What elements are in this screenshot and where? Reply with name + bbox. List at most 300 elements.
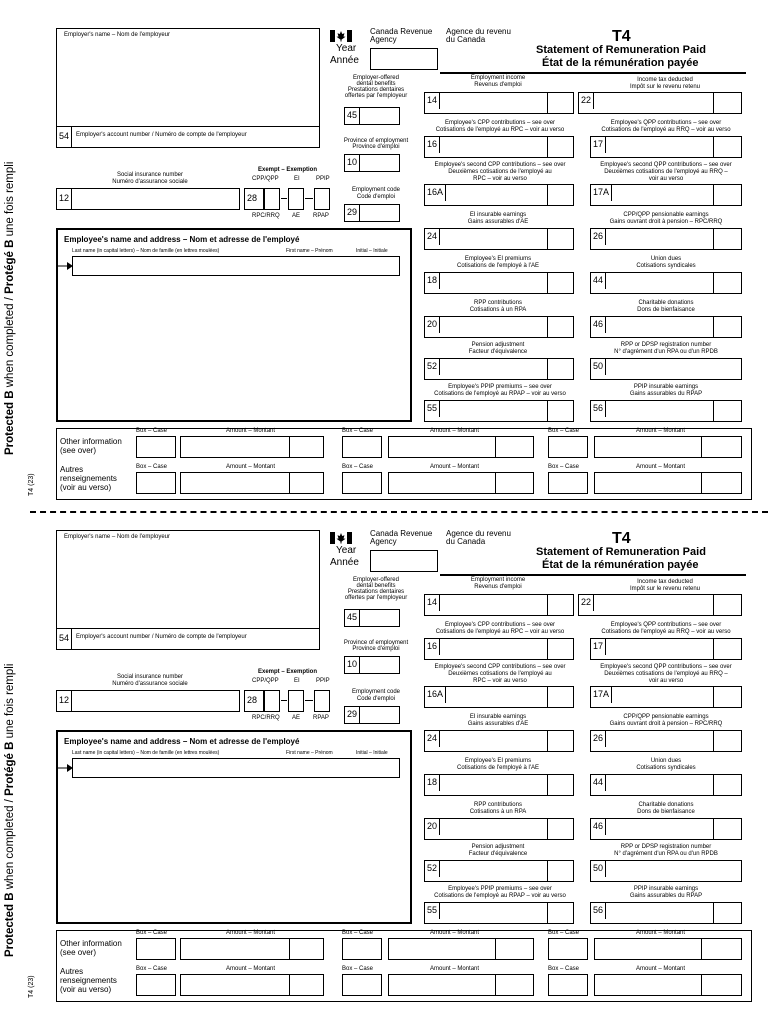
form-title-fr: État de la rémunération payée xyxy=(542,559,699,571)
box-55-field[interactable] xyxy=(424,902,574,924)
form-title-fr: État de la rémunération payée xyxy=(542,57,699,69)
label-50-fr: N° d'agrément d'un RPA ou d'un RPDB xyxy=(614,349,718,355)
box-18-field[interactable] xyxy=(424,774,574,796)
amount-label: Amount – Montant xyxy=(636,930,686,936)
box-44-field[interactable] xyxy=(590,774,742,796)
label-16-fr: Cotisations de l'employé au RPC – voir au verso xyxy=(435,127,565,133)
box-16-number: 16 xyxy=(425,137,440,153)
t4-slip-copy-2 xyxy=(0,522,768,1022)
cents-divider xyxy=(713,775,714,795)
employer-name-label: Employer's name – Nom de l'employeur xyxy=(64,534,171,540)
label-22-fr: Impôt sur le revenu retenu xyxy=(629,586,701,592)
box-45-field[interactable] xyxy=(344,107,400,125)
box-case-label: Box – Case xyxy=(548,930,580,936)
exempt-ei-checkbox[interactable] xyxy=(288,690,304,712)
employer-name-label: Employer's name – Nom de l'employeur xyxy=(64,32,171,38)
protected-b-side-label: Protected B when completed / Protégé B une fois rempli xyxy=(4,663,16,957)
box-10-number: 10 xyxy=(345,155,360,171)
cents-divider xyxy=(701,975,702,995)
other-box-case-field[interactable] xyxy=(342,472,382,494)
agency-en-line1: Canada Revenue xyxy=(370,529,433,538)
box-22-field[interactable] xyxy=(578,92,742,114)
cents-divider xyxy=(547,359,548,379)
label-24-fr: Gains assurables d'AE xyxy=(467,219,529,225)
amount-label: Amount – Montant xyxy=(226,966,276,972)
label-46-fr: Dons de bienfaisance xyxy=(637,307,695,313)
box-28-number: 28 xyxy=(247,193,258,203)
form-code-title: T4 xyxy=(612,28,631,45)
form-code-title: T4 xyxy=(612,530,631,547)
cents-divider xyxy=(713,819,714,839)
box-10-number: 10 xyxy=(345,657,360,673)
cents-divider xyxy=(547,731,548,751)
cents-divider xyxy=(713,401,714,421)
agency-fr-line2: du Canada xyxy=(446,35,486,44)
exempt-rpap-label: RPAP xyxy=(313,715,329,721)
box-12-number: 12 xyxy=(57,691,72,711)
label-17a-3: voir au verso xyxy=(648,176,684,182)
employee-address-title: Employee's name and address – Nom et adresse de l'employé xyxy=(64,737,300,746)
box-16-field[interactable] xyxy=(424,638,574,660)
form-title-en: Statement of Remuneration Paid xyxy=(536,546,706,558)
box-50-field[interactable] xyxy=(590,358,742,380)
box-29-number: 29 xyxy=(345,707,360,723)
amount-label: Amount – Montant xyxy=(226,930,276,936)
empcode-label-2: Code d'emploi xyxy=(356,696,396,702)
year-field[interactable] xyxy=(370,550,438,572)
cents-divider xyxy=(547,317,548,337)
cents-divider xyxy=(495,437,496,457)
employee-name-field[interactable] xyxy=(72,256,400,276)
cents-divider xyxy=(547,137,548,157)
exempt-rpc-label: RPC/RRQ xyxy=(252,715,280,721)
box-29-number: 29 xyxy=(345,205,360,221)
box-20-number: 20 xyxy=(425,819,440,835)
other-info-label-2: (see over) xyxy=(60,948,97,957)
box-28-number: 28 xyxy=(247,695,258,705)
exempt-ei-checkbox[interactable] xyxy=(288,188,304,210)
other-amount-field[interactable] xyxy=(594,436,742,458)
label-16a-2: Deuxièmes cotisations de l'employé au xyxy=(448,169,552,175)
employer-name-field[interactable] xyxy=(56,28,320,140)
box-18-field[interactable] xyxy=(424,272,574,294)
box-case-label: Box – Case xyxy=(342,930,374,936)
box-case-label: Box – Case xyxy=(548,464,580,470)
label-17-fr: Cotisations de l'employé au RRQ – voir au verso xyxy=(601,127,731,133)
box-17-field[interactable] xyxy=(590,136,742,158)
cents-divider xyxy=(547,903,548,923)
last-name-label: Last name (in capital letters) – Nom de famille (en lettres moulées) xyxy=(72,248,220,254)
box-46-field[interactable] xyxy=(590,818,742,840)
box-10-field[interactable] xyxy=(344,656,400,674)
label-22-en: Income tax deducted xyxy=(637,77,693,83)
label-55-fr: Cotisations de l'employé au RPAP – voir au verso xyxy=(434,391,566,397)
cents-divider xyxy=(547,639,548,659)
label-26-en: CPP/QPP pensionable earnings xyxy=(623,714,709,720)
first-name-label: First name – Prénom xyxy=(286,750,333,756)
box-14-field[interactable] xyxy=(424,92,574,114)
label-16-en: Employee's CPP contributions – see over xyxy=(444,622,556,628)
label-16a-3: RPC – voir au verso xyxy=(473,176,527,182)
cents-divider xyxy=(713,687,714,707)
autres-label-2: renseignements xyxy=(60,474,117,483)
amount-label: Amount – Montant xyxy=(430,464,480,470)
cents-divider xyxy=(289,473,290,493)
other-box-case-field[interactable] xyxy=(548,436,588,458)
exempt-ei-label: EI xyxy=(294,176,300,182)
year-label-en: Year xyxy=(336,545,357,556)
box-55-field[interactable] xyxy=(424,400,574,422)
label-52-en: Pension adjustment xyxy=(471,342,525,348)
form-code-side-label: T4 (23) xyxy=(28,473,35,496)
box-24-number: 24 xyxy=(425,731,440,747)
label-52-en: Pension adjustment xyxy=(471,844,525,850)
box-case-label: Box – Case xyxy=(342,428,374,434)
cents-divider xyxy=(547,273,548,293)
label-18-en: Employee's EI premiums xyxy=(464,256,532,262)
box-20-field[interactable] xyxy=(424,316,574,338)
agency-en-line2: Agency xyxy=(370,35,397,44)
exempt-ae-label: AE xyxy=(292,213,301,219)
label-56-en: PPIP insurable earnings xyxy=(633,886,699,892)
box-16a-number: 16A xyxy=(425,185,446,201)
label-26-en: CPP/QPP pensionable earnings xyxy=(623,212,709,218)
exempt-dash-1 xyxy=(281,700,287,701)
agency-en-line2: Agency xyxy=(370,537,397,546)
box-22-field[interactable] xyxy=(578,594,742,616)
cents-divider xyxy=(495,975,496,995)
t4-slip-copy-1 xyxy=(0,20,768,520)
province-label-1: Province of employment xyxy=(343,640,409,646)
label-14-en: Employment income xyxy=(470,577,526,583)
other-box-case-field[interactable] xyxy=(548,472,588,494)
sin-label-2: Numéro d'assurance sociale xyxy=(112,179,188,185)
cents-divider xyxy=(547,775,548,795)
label-44-fr: Cotisations syndicales xyxy=(636,765,696,771)
cents-divider xyxy=(713,93,714,113)
exempt-ppip-label: PPIP xyxy=(316,678,330,684)
arrow-right-icon xyxy=(58,261,74,271)
cents-divider xyxy=(713,137,714,157)
other-amount-field[interactable] xyxy=(594,938,742,960)
label-55-en: Employee's PPIP premiums – see over xyxy=(448,384,552,390)
cents-divider xyxy=(289,975,290,995)
cents-divider xyxy=(713,317,714,337)
box-29-field[interactable] xyxy=(344,204,400,222)
other-box-case-field[interactable] xyxy=(136,974,176,996)
other-amount-field[interactable] xyxy=(594,472,742,494)
box-50-number: 50 xyxy=(591,359,606,375)
box-55-number: 55 xyxy=(425,903,440,919)
box-12-field[interactable] xyxy=(56,690,240,712)
autres-label-2: renseignements xyxy=(60,976,117,985)
label-52-fr: Facteur d'équivalence xyxy=(468,851,528,857)
box-16a-number: 16A xyxy=(425,687,446,703)
exempt-ppip-label: PPIP xyxy=(316,176,330,182)
autres-label-3: (voir au verso) xyxy=(60,483,112,492)
other-amount-field[interactable] xyxy=(388,472,534,494)
box-20-field[interactable] xyxy=(424,818,574,840)
label-16a-2: Deuxièmes cotisations de l'employé au xyxy=(448,671,552,677)
label-16a-3: RPC – voir au verso xyxy=(473,678,527,684)
box-16-field[interactable] xyxy=(424,136,574,158)
sin-label-2: Numéro d'assurance sociale xyxy=(112,681,188,687)
box-17a-field[interactable] xyxy=(590,184,742,206)
box-50-field[interactable] xyxy=(590,860,742,882)
cents-divider xyxy=(547,595,548,615)
label-26-fr: Gains ouvrant droit à pension – RPC/RRQ xyxy=(609,219,723,225)
dental-label-4: offertes par l'employeur xyxy=(344,93,408,99)
other-box-case-field[interactable] xyxy=(136,938,176,960)
box-case-label: Box – Case xyxy=(136,966,168,972)
other-box-case-field[interactable] xyxy=(342,938,382,960)
label-26-fr: Gains ouvrant droit à pension – RPC/RRQ xyxy=(609,721,723,727)
employee-address-title: Employee's name and address – Nom et adresse de l'employé xyxy=(64,235,300,244)
box-54-number: 54 xyxy=(57,629,72,649)
title-rule xyxy=(440,72,746,74)
other-amount-field[interactable] xyxy=(180,436,324,458)
amount-label: Amount – Montant xyxy=(636,428,686,434)
exempt-cpp-label: CPP/QPP xyxy=(252,678,279,684)
dental-label-3: Prestations dentaires xyxy=(347,87,405,93)
cents-divider xyxy=(701,437,702,457)
other-box-case-field[interactable] xyxy=(136,436,176,458)
year-field[interactable] xyxy=(370,48,438,70)
initial-label: Initial – Initiale xyxy=(356,750,388,756)
other-box-case-field[interactable] xyxy=(548,938,588,960)
amount-label: Amount – Montant xyxy=(430,930,480,936)
autres-label-1: Autres xyxy=(60,465,84,474)
box-14-number: 14 xyxy=(425,93,440,109)
empcode-label-1: Employment code xyxy=(351,187,401,193)
label-50-en: RPP or DPSP registration number xyxy=(620,844,712,850)
agency-fr-line1: Agence du revenu xyxy=(446,27,511,36)
amount-label: Amount – Montant xyxy=(636,464,686,470)
label-17a-2: Deuxièmes cotisations de l'employé au RRQ – xyxy=(604,671,728,677)
label-46-en: Charitable donations xyxy=(638,300,694,306)
other-amount-field[interactable] xyxy=(388,974,534,996)
box-52-number: 52 xyxy=(425,861,440,877)
label-44-en: Union dues xyxy=(650,758,682,764)
label-52-fr: Facteur d'équivalence xyxy=(468,349,528,355)
box-22-number: 22 xyxy=(579,93,594,109)
other-info-label-1: Other information xyxy=(60,939,122,948)
label-24-fr: Gains assurables d'AE xyxy=(467,721,529,727)
box-24-field[interactable] xyxy=(424,730,574,752)
exempt-ae-label: AE xyxy=(292,715,301,721)
province-label-1: Province of employment xyxy=(343,138,409,144)
box-case-label: Box – Case xyxy=(548,428,580,434)
label-20-fr: Cotisations à un RPA xyxy=(469,307,527,313)
box-46-number: 46 xyxy=(591,317,606,333)
cents-divider xyxy=(547,229,548,249)
label-14-en: Employment income xyxy=(470,75,526,81)
other-box-case-field[interactable] xyxy=(342,974,382,996)
other-box-case-field[interactable] xyxy=(136,472,176,494)
cents-divider xyxy=(713,731,714,751)
label-46-fr: Dons de bienfaisance xyxy=(637,809,695,815)
box-16a-field[interactable] xyxy=(424,686,574,708)
box-24-field[interactable] xyxy=(424,228,574,250)
initial-label: Initial – Initiale xyxy=(356,248,388,254)
account-label: Employer's account number / Numéro de compte de l'employeur xyxy=(76,634,247,640)
other-box-case-field[interactable] xyxy=(548,974,588,996)
arrow-right-icon xyxy=(58,763,74,773)
cents-divider xyxy=(547,93,548,113)
box-17a-number: 17A xyxy=(591,687,612,703)
other-amount-field[interactable] xyxy=(594,974,742,996)
label-56-en: PPIP insurable earnings xyxy=(633,384,699,390)
cents-divider xyxy=(547,819,548,839)
exempt-dash-2 xyxy=(305,198,313,199)
box-17a-number: 17A xyxy=(591,185,612,201)
other-amount-field[interactable] xyxy=(388,436,534,458)
box-14-number: 14 xyxy=(425,595,440,611)
box-17a-field[interactable] xyxy=(590,686,742,708)
box-52-field[interactable] xyxy=(424,860,574,882)
box-18-number: 18 xyxy=(425,273,440,289)
box-56-field[interactable] xyxy=(590,400,742,422)
exempt-dash-2 xyxy=(305,700,313,701)
label-14-fr: Revenus d'emploi xyxy=(474,82,522,88)
cents-divider xyxy=(713,273,714,293)
exempt-cpp-checkbox[interactable] xyxy=(264,188,280,210)
dental-label-1: Employer-offered xyxy=(353,577,399,583)
other-amount-field[interactable] xyxy=(180,974,324,996)
label-50-en: RPP or DPSP registration number xyxy=(620,342,712,348)
cents-divider xyxy=(713,595,714,615)
box-44-field[interactable] xyxy=(590,272,742,294)
exempt-cpp-checkbox[interactable] xyxy=(264,690,280,712)
box-28-field xyxy=(244,690,264,712)
box-18-number: 18 xyxy=(425,775,440,791)
amount-label: Amount – Montant xyxy=(430,966,480,972)
box-26-field[interactable] xyxy=(590,730,742,752)
exempt-ppip-checkbox[interactable] xyxy=(314,188,330,210)
box-24-number: 24 xyxy=(425,229,440,245)
box-45-field[interactable] xyxy=(344,609,400,627)
box-14-field[interactable] xyxy=(424,594,574,616)
protected-b-side-label: Protected B when completed / Protégé B une fois rempli xyxy=(4,161,16,455)
box-45-number: 45 xyxy=(345,108,360,124)
amount-label: Amount – Montant xyxy=(226,464,276,470)
label-18-fr: Cotisations de l'employé à l'AE xyxy=(457,263,539,269)
label-16a-1: Employee's second CPP contributions – see over xyxy=(434,664,566,670)
box-44-number: 44 xyxy=(591,273,606,289)
label-16a-1: Employee's second CPP contributions – see over xyxy=(434,162,566,168)
box-16-number: 16 xyxy=(425,639,440,655)
cents-divider xyxy=(701,473,702,493)
box-56-field[interactable] xyxy=(590,902,742,924)
label-55-en: Employee's PPIP premiums – see over xyxy=(448,886,552,892)
label-17-en: Employee's QPP contributions – see over xyxy=(610,622,722,628)
label-14-fr: Revenus d'emploi xyxy=(474,584,522,590)
box-12-field[interactable] xyxy=(56,188,240,210)
last-name-label: Last name (in capital letters) – Nom de famille (en lettres moulées) xyxy=(72,750,220,756)
box-17-number: 17 xyxy=(591,137,606,153)
province-label-2: Province d'emploi xyxy=(352,646,400,652)
label-17a-2: Deuxièmes cotisations de l'employé au RRQ – xyxy=(604,169,728,175)
box-44-number: 44 xyxy=(591,775,606,791)
cents-divider xyxy=(289,939,290,959)
exempt-ppip-checkbox[interactable] xyxy=(314,690,330,712)
empcode-label-1: Employment code xyxy=(351,689,401,695)
year-label-fr: Année xyxy=(330,55,359,66)
label-24-en: EI insurable earnings xyxy=(469,212,527,218)
dental-label-3: Prestations dentaires xyxy=(347,589,405,595)
label-17-fr: Cotisations de l'employé au RRQ – voir au verso xyxy=(601,629,731,635)
cents-divider xyxy=(547,861,548,881)
other-amount-field[interactable] xyxy=(388,938,534,960)
canada-flag-icon xyxy=(330,532,352,544)
exempt-rpc-label: RPC/RRQ xyxy=(252,213,280,219)
box-16a-field[interactable] xyxy=(424,184,574,206)
box-case-label: Box – Case xyxy=(136,428,168,434)
box-52-number: 52 xyxy=(425,359,440,375)
other-box-case-field[interactable] xyxy=(342,436,382,458)
other-amount-field[interactable] xyxy=(180,472,324,494)
box-56-number: 56 xyxy=(591,903,606,919)
box-case-label: Box – Case xyxy=(342,966,374,972)
form-code-side-label: T4 (23) xyxy=(28,975,35,998)
box-case-label: Box – Case xyxy=(548,966,580,972)
box-29-field[interactable] xyxy=(344,706,400,724)
exempt-ei-label: EI xyxy=(294,678,300,684)
box-46-field[interactable] xyxy=(590,316,742,338)
box-10-field[interactable] xyxy=(344,154,400,172)
box-17-field[interactable] xyxy=(590,638,742,660)
sin-label-1: Social insurance number xyxy=(116,674,184,680)
dental-label-2: dental benefits xyxy=(356,81,396,87)
other-info-label-1: Other information xyxy=(60,437,122,446)
cents-divider xyxy=(547,185,548,205)
box-26-field[interactable] xyxy=(590,228,742,250)
label-50-fr: N° d'agrément d'un RPA ou d'un RPDB xyxy=(614,851,718,857)
cents-divider xyxy=(495,473,496,493)
exempt-dash-1 xyxy=(281,198,287,199)
label-24-en: EI insurable earnings xyxy=(469,714,527,720)
cut-line xyxy=(30,511,768,513)
employee-name-field[interactable] xyxy=(72,758,400,778)
other-info-label-2: (see over) xyxy=(60,446,97,455)
exempt-label: Exempt – Exemption xyxy=(258,167,318,173)
cents-divider xyxy=(713,185,714,205)
dental-label-1: Employer-offered xyxy=(353,75,399,81)
box-17-number: 17 xyxy=(591,639,606,655)
label-56-fr: Gains assurables du RPAP xyxy=(629,391,703,397)
cents-divider xyxy=(713,903,714,923)
label-18-en: Employee's EI premiums xyxy=(464,758,532,764)
employer-name-field[interactable] xyxy=(56,530,320,642)
label-17-en: Employee's QPP contributions – see over xyxy=(610,120,722,126)
sin-label-1: Social insurance number xyxy=(116,172,184,178)
label-22-en: Income tax deducted xyxy=(637,579,693,585)
label-17a-1: Employee's second QPP contributions – see over xyxy=(600,162,732,168)
account-label: Employer's account number / Numéro de compte de l'employeur xyxy=(76,132,247,138)
cents-divider xyxy=(713,229,714,249)
box-52-field[interactable] xyxy=(424,358,574,380)
agency-en-line1: Canada Revenue xyxy=(370,27,433,36)
agency-fr-line1: Agence du revenu xyxy=(446,529,511,538)
label-20-fr: Cotisations à un RPA xyxy=(469,809,527,815)
box-54-number: 54 xyxy=(57,127,72,147)
form-title-en: Statement of Remuneration Paid xyxy=(536,44,706,56)
other-amount-field[interactable] xyxy=(180,938,324,960)
autres-label-1: Autres xyxy=(60,967,84,976)
label-46-en: Charitable donations xyxy=(638,802,694,808)
label-55-fr: Cotisations de l'employé au RPAP – voir au verso xyxy=(434,893,566,899)
label-20-en: RPP contributions xyxy=(474,802,522,808)
